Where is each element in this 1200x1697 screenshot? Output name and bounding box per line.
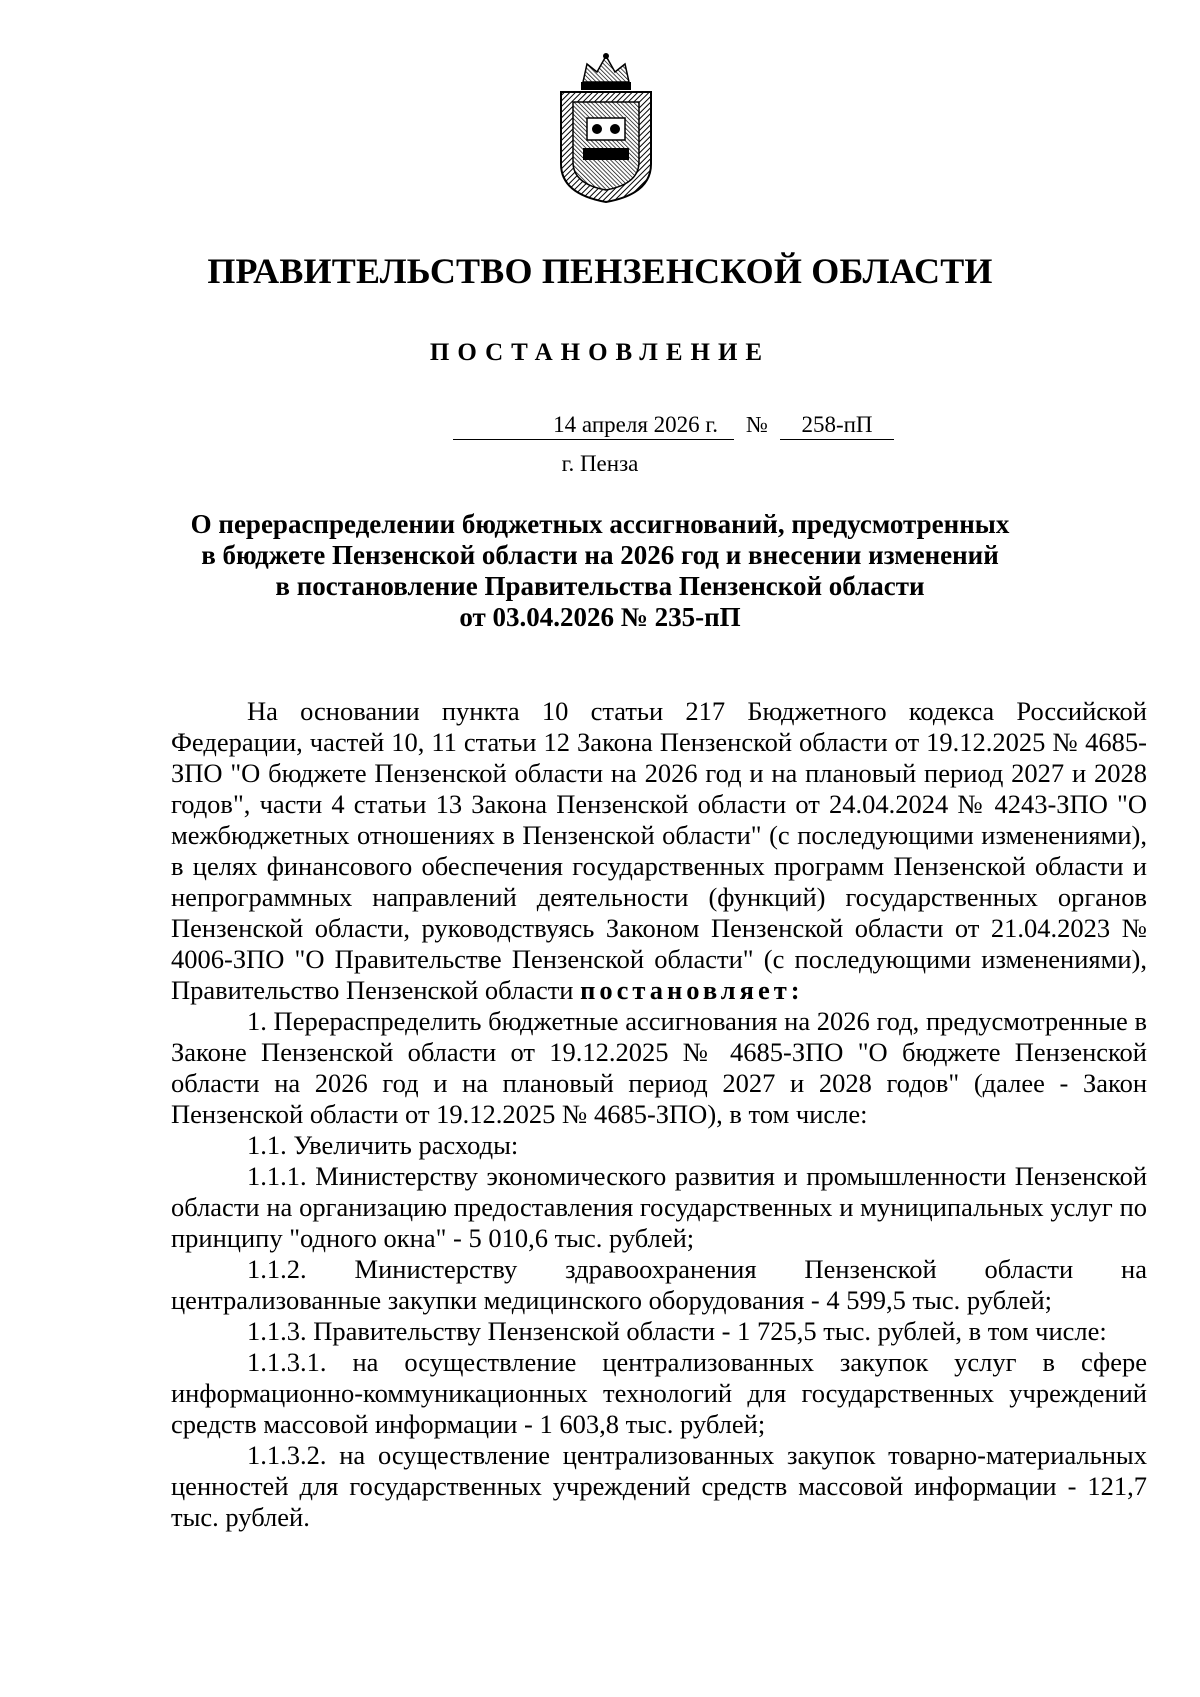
subject-line: О перераспределении бюджетных ассигнований, предусмотренных xyxy=(190,509,1010,539)
date-value: 14 апреля 2026 г. xyxy=(553,412,718,437)
coat-of-arms-emblem xyxy=(553,52,659,204)
preamble-text: На основании пункта 10 статьи 217 Бюджетного кодекса Российской Федерации, частей 10, 11 статьи 12 Закона Пензенской области от 19.12.2025 № 4685-ЗПО "О бюджете Пензенской области на 2026 год и на плановый период 2027 и 2028 годов", части 4 статьи 13 Закона Пензенской области от 24.04.2024 № 4243-ЗПО "О межбюджетных отношениях в Пензенской области" (с последующими изменениями), в целях финансового обеспечения государственных программ Пензенской области и непрограммных направлений деятельности (функций) государственных органов Пензенской области, руководствуясь Законом Пензенской области от 21.04.2023 № 4006-ЗПО "О Правительстве Пензенской области" (с последующими изменениями), Правительство Пензенской области xyxy=(171,696,1147,1005)
clause-1-1-1: 1.1.1. Министерству экономического развития и промышленности Пензенской области на организацию предоставления государственных и муниципальных услуг по принципу "одного окна" - 5 010,6 тыс. рублей; xyxy=(171,1161,1147,1253)
clause-1: 1. Перераспределить бюджетные ассигнования на 2026 год, предусмотренные в Законе Пензенской области от 19.12.2025 № 4685-ЗПО "О бюджете Пензенской области на 2026 год и на плановый период 2027 и 2028 годов" (далее - Закон Пензенской области от 19.12.2025 № 4685-ЗПО), в том числе: xyxy=(171,1006,1147,1129)
document-number: 258-пП xyxy=(780,410,894,440)
document-type: ПОСТАНОВЛЕНИЕ xyxy=(429,339,771,366)
clause-1-1-3-1: 1.1.3.1. на осуществление централизованных закупок услуг в сфере информационно-коммуникационных технологий для государственных учреждений средств массовой информации - 1 603,8 тыс. рублей; xyxy=(171,1347,1147,1439)
preamble-paragraph xyxy=(171,696,1147,1006)
resolves-word: постановляет: xyxy=(580,975,804,1005)
government-title: ПРАВИТЕЛЬСТВО ПЕНЗЕНСКОЙ ОБЛАСТИ xyxy=(207,251,993,291)
subject-line: в бюджете Пензенской области на 2026 год и внесении изменений xyxy=(201,540,999,570)
document-body xyxy=(171,696,1147,1533)
clause-1-1-2: 1.1.2. Министерству здравоохранения Пензенской области на централизованные закупки медицинского оборудования - 4 599,5 тыс. рублей; xyxy=(171,1254,1147,1315)
city-name: г. Пенза xyxy=(561,451,639,476)
clause-1-1-3-2: 1.1.3.2. на осуществление централизованных закупок товарно-материальных ценностей для государственных учреждений средств массовой информации - 121,7 тыс. рублей. xyxy=(171,1440,1147,1532)
date-field xyxy=(453,410,734,440)
clause-1-1-3: 1.1.3. Правительству Пензенской области - 1 725,5 тыс. рублей, в том числе: xyxy=(247,1316,1107,1346)
clause-1-1: 1.1. Увеличить расходы: xyxy=(247,1130,519,1160)
subject-line: в постановление Правительства Пензенской области xyxy=(275,571,925,601)
subject-line: от 03.04.2026 № 235-пП xyxy=(459,602,741,632)
number-sign: № xyxy=(746,412,768,437)
document-subject xyxy=(150,509,1050,633)
